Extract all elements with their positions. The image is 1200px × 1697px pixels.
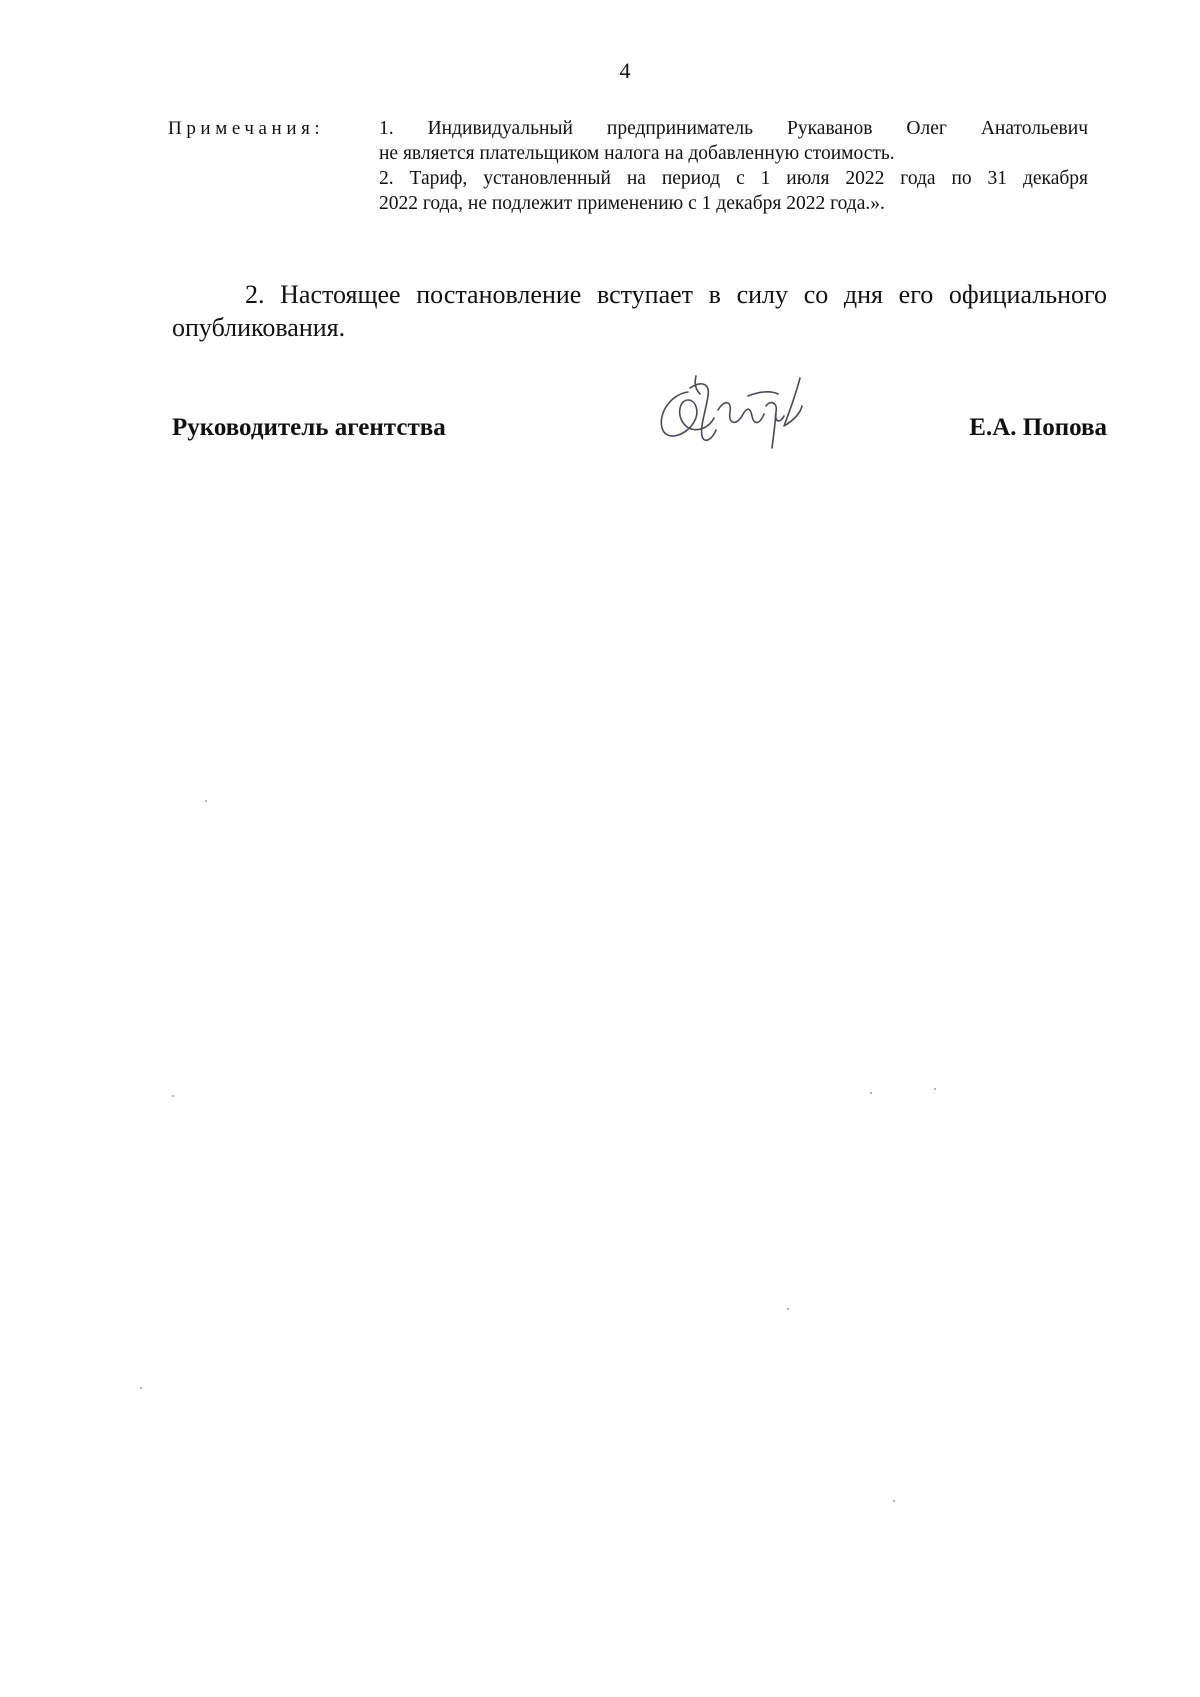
scan-speck — [172, 1095, 174, 1097]
signer-title: Руководитель агентства — [172, 414, 446, 441]
scan-speck — [140, 1387, 142, 1389]
signer-name: Е.А. Попова — [969, 414, 1107, 441]
scan-speck — [205, 800, 207, 802]
note-item-2 — [379, 166, 1088, 216]
note-item-1-line-2: не является плательщиком налога на добавленную стоимость. — [379, 143, 895, 164]
note-item-1 — [379, 116, 1088, 166]
notes-list — [379, 116, 1088, 216]
signature-block — [172, 410, 1107, 450]
note-item-2-line-2: 2022 года, не подлежит применению с 1 декабря 2022 года.». — [379, 193, 885, 214]
note-item-2-line-1: 2. Тариф, установленный на период с 1 июля 2022 года по 31 декабря — [379, 168, 1088, 189]
scan-speck — [934, 1088, 936, 1090]
page-number: 4 — [619, 58, 631, 83]
scan-speck — [870, 1092, 872, 1094]
handwritten-signature — [650, 370, 825, 455]
effective-date-paragraph: 2. Настоящее постановление вступает в силу со дня его официального опубликования. — [172, 280, 1107, 342]
scan-speck — [893, 1500, 895, 1502]
scan-speck — [787, 1308, 789, 1310]
note-item-1-line-1: 1. Индивидуальный предприниматель Рукаванов Олег Анатольевич — [379, 118, 1088, 139]
notes-label: Примечания: — [168, 118, 325, 139]
